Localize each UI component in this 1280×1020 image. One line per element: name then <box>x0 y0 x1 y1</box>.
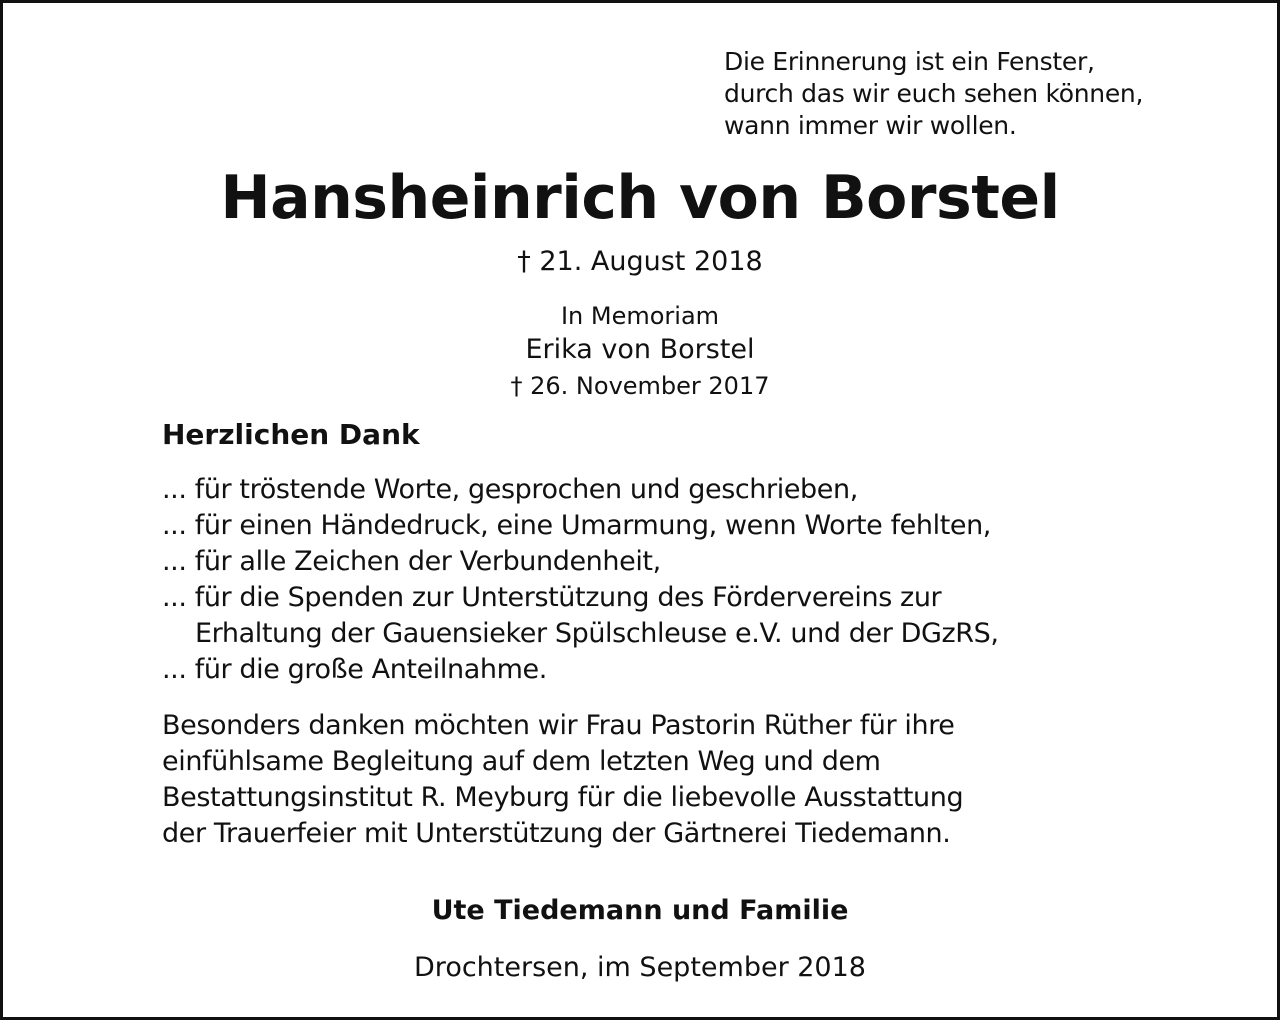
thanks-line: ... für die große Anteilnahme. <box>162 654 547 685</box>
special-thanks-paragraph <box>162 708 1162 852</box>
quote-line: Die Erinnerung ist ein Fenster, <box>724 47 1095 76</box>
deceased-death-date: † 21. August 2018 <box>517 246 763 277</box>
thanks-line: ... für die Spenden zur Unterstützung des Fördervereins zur <box>162 582 942 613</box>
thanks-line: ... für einen Händedruck, eine Umarmung, wenn Worte fehlten, <box>162 510 991 541</box>
quote-line: durch das wir euch sehen können, <box>724 79 1144 108</box>
thanks-list <box>162 472 1162 688</box>
place-and-date: Drochtersen, im September 2018 <box>414 952 866 983</box>
quote-line: wann immer wir wollen. <box>724 111 1017 140</box>
memoriam-death-date: † 26. November 2017 <box>510 372 770 400</box>
thanks-line: ... für tröstende Worte, gesprochen und geschrieben, <box>162 474 858 505</box>
thanks-heading: Herzlichen Dank <box>162 418 420 451</box>
memoriam-label: In Memoriam <box>560 302 720 330</box>
paragraph-line: Bestattungsinstitut R. Meyburg für die liebevolle Ausstattung <box>162 782 964 813</box>
memoriam-name: Erika von Borstel <box>525 334 755 365</box>
deceased-name: Hansheinrich von Borstel <box>220 163 1060 233</box>
paragraph-line: einfühlsame Begleitung auf dem letzten Weg und dem <box>162 746 881 777</box>
memorial-quote <box>724 46 1244 142</box>
signature: Ute Tiedemann und Familie <box>431 895 849 926</box>
paragraph-line: der Trauerfeier mit Unterstützung der Gärtnerei Tiedemann. <box>162 818 951 849</box>
paragraph-line: Besonders danken möchten wir Frau Pastorin Rüther für ihre <box>162 710 955 741</box>
thanks-line: ... für alle Zeichen der Verbundenheit, <box>162 546 661 577</box>
thanks-line-continuation: Erhaltung der Gauensieker Spülschleuse e.V. und der DGzRS, <box>195 618 999 649</box>
